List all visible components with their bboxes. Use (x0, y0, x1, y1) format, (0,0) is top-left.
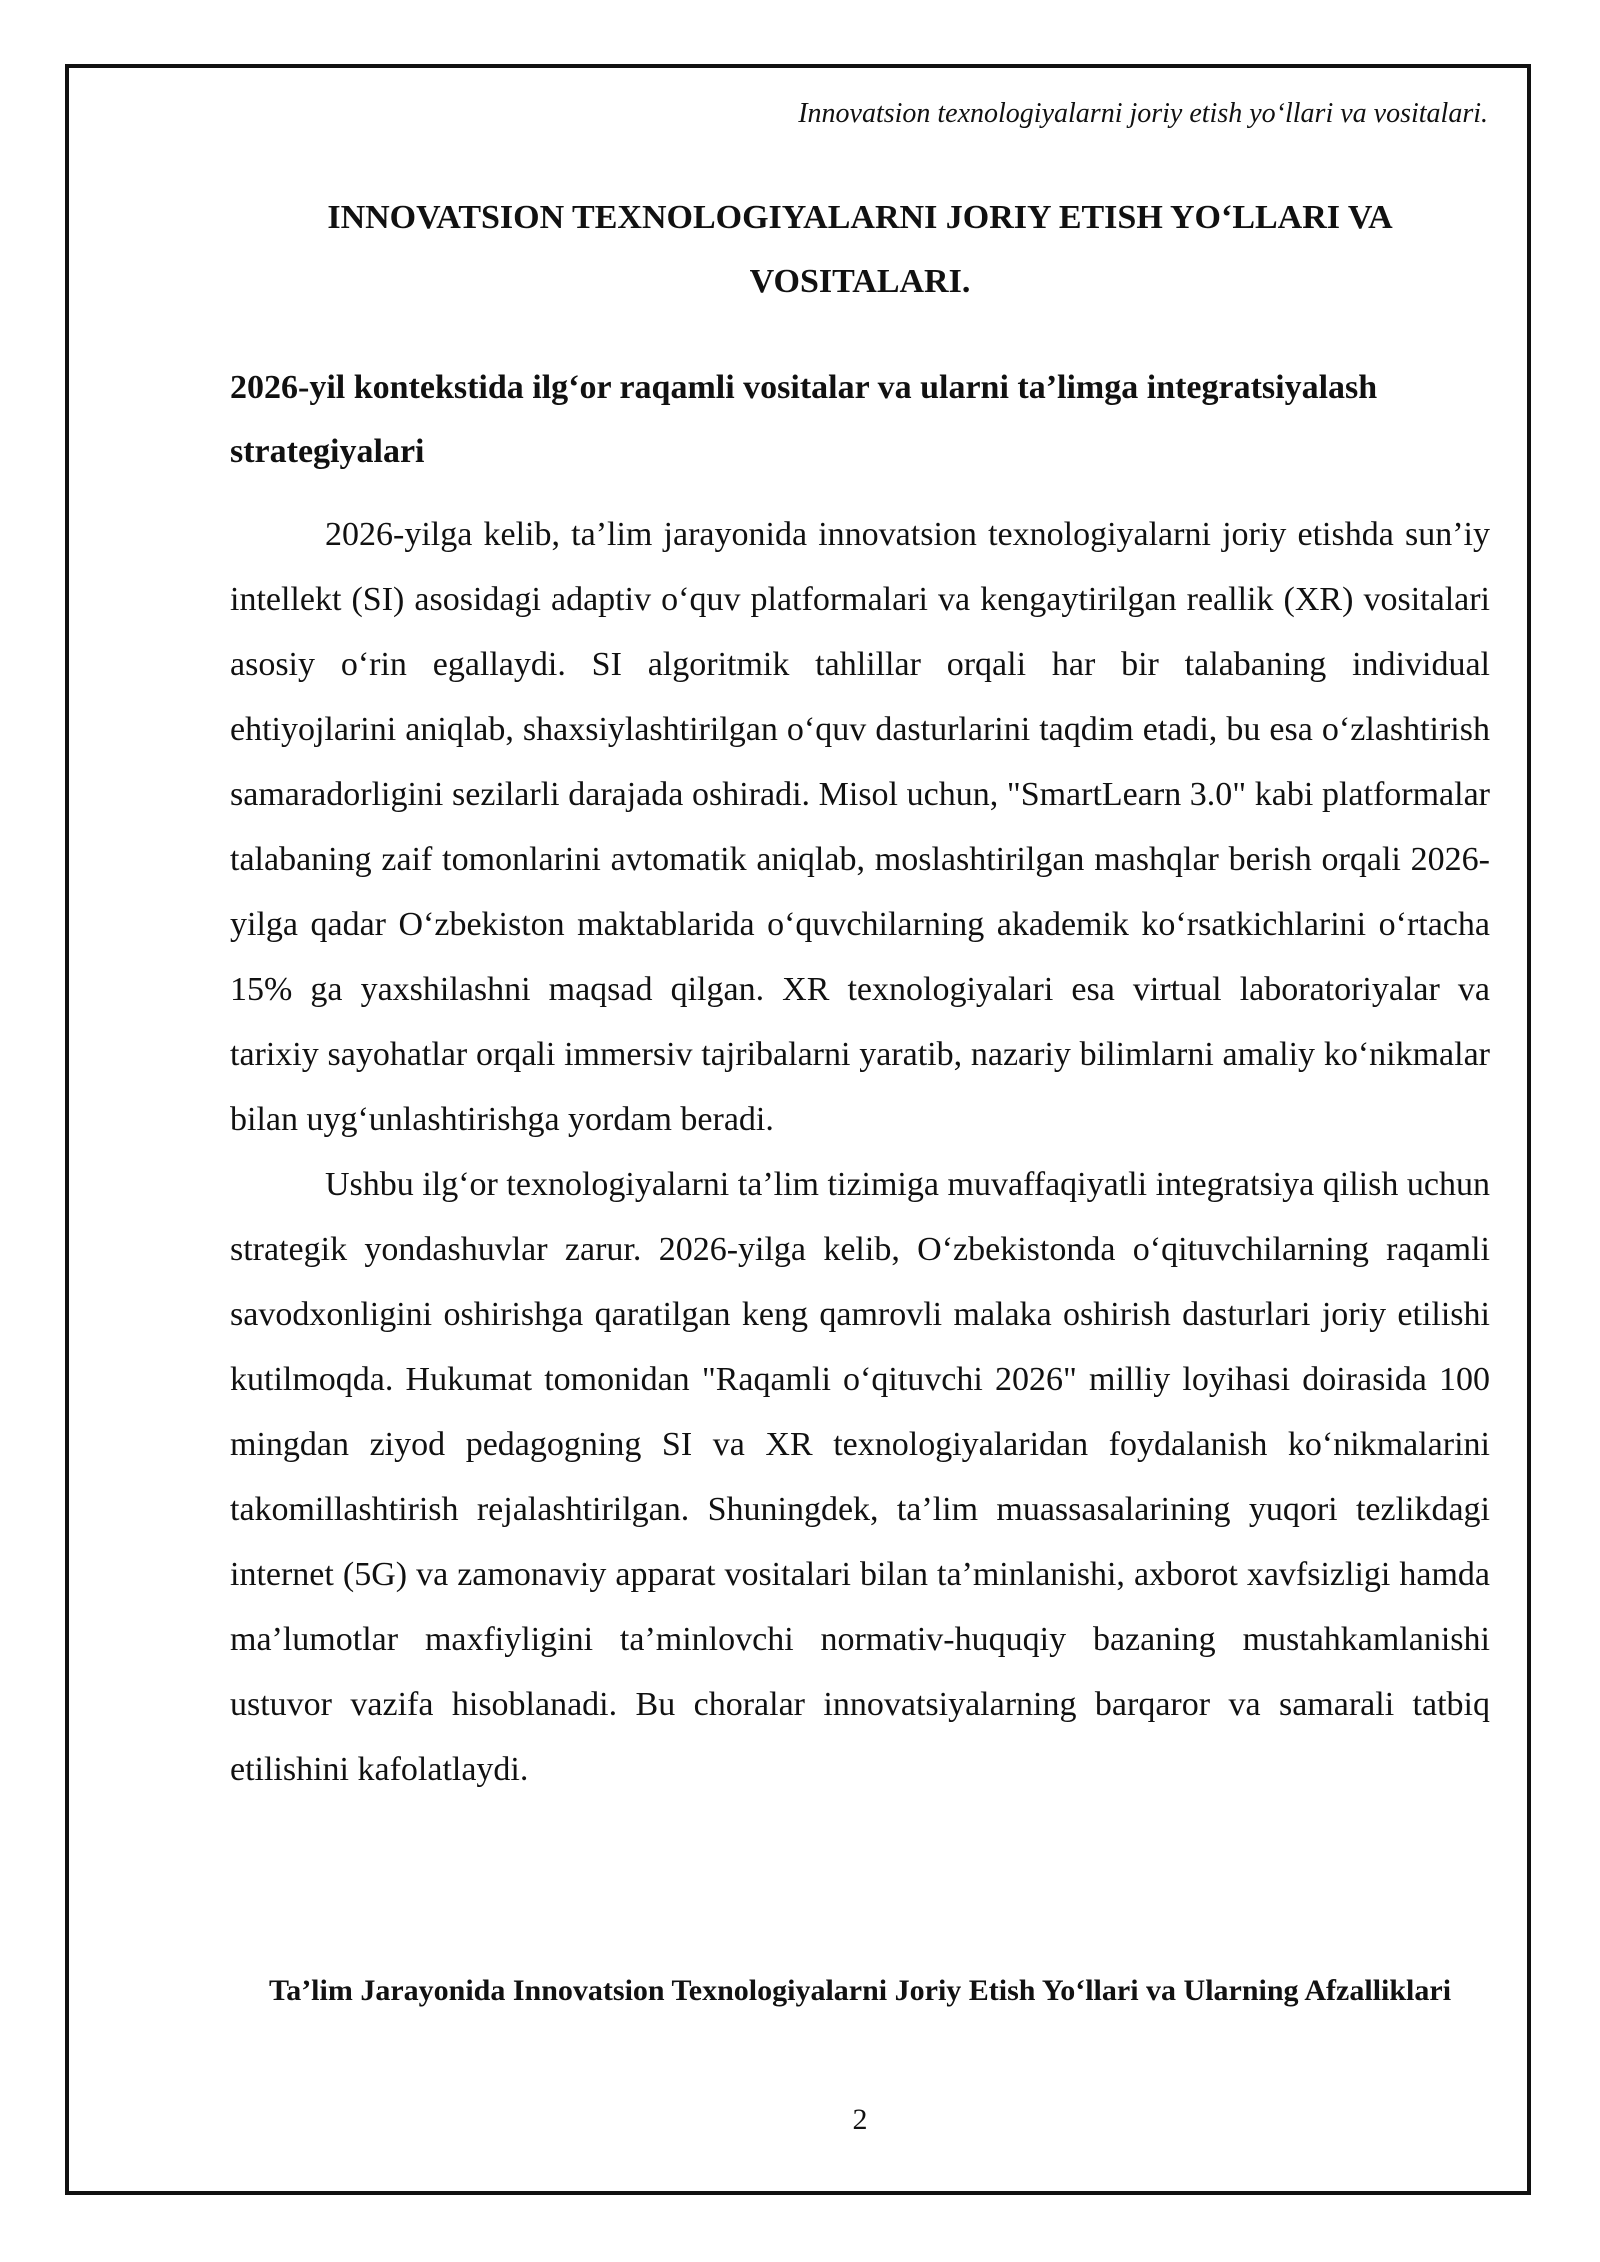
paragraph-2: Ushbu ilg‘or texnologiyalarni ta’lim tizimiga muvaffaqiyatli integratsiya qilish uchun strategik yondashuvlar zarur. 2026-yilga kelib, O‘zbekistonda o‘qituvchilarning raqamli savodxonligini oshirishga qaratilgan keng qamrovli malaka oshirish dasturlari joriy etilishi kutilmoqda. Hukumat tomonidan "Raqamli o‘qituvchi 2026" milliy loyihasi doirasida 100 mingdan ziyod pedagogning SI va XR texnologiyalaridan foydalanish ko‘nikmalarini takomillashtirish rejalashtirilgan. Shuningdek, ta’lim muassasalarining yuqori tezlikdagi internet (5G) va zamonaviy apparat vositalari bilan ta’minlanishi, axborot xavfsizligi hamda ma’lumotlar maxfiyligini ta’minlovchi normativ-huquqiy bazaning mustahkamlanishi ustuvor vazifa hisoblanadi. Bu choralar innovatsiyalarning barqaror va samarali tatbiq etilishini kafolatlaydi. (230, 1166, 1490, 1788)
next-section-heading: Ta’lim Jarayonida Innovatsion Texnologiyalarni Joriy Etish Yo‘llari va Ularning Afzalliklari (268, 1974, 1452, 2007)
section-heading: 2026-yil kontekstida ilg‘or raqamli vositalar va ularni ta’limga integratsiyalash strategiyalari (230, 369, 1378, 470)
body-text (230, 502, 1490, 1802)
page-number: 2 (852, 2103, 868, 2136)
paragraph-1: 2026-yilga kelib, ta’lim jarayonida innovatsion texnologiyalarni joriy etishda sun’iy intellekt (SI) asosidagi adaptiv o‘quv platformalari va kengaytirilgan reallik (XR) vositalari asosiy o‘rin egallaydi. SI algoritmik tahlillar orqali har bir talabaning individual ehtiyojlarini aniqlab, shaxsiylashtirilgan o‘quv dasturlarini taqdim etadi, bu esa o‘zlashtirish samaradorligini sezilarli darajada oshiradi. Misol uchun, "SmartLearn 3.0" kabi platformalar talabaning zaif tomonlarini avtomatik aniqlab, moslashtirilgan mashqlar berish orqali 2026-yilga qadar O‘zbekiston maktablarida o‘quvchilarning akademik ko‘rsatkichlarini o‘rtacha 15% ga yaxshilashni maqsad qilgan. XR texnologiyalari esa virtual laboratoriyalar va tarixiy sayohatlar orqali immersiv tajribalarni yaratib, nazariy bilimlarni amaliy ko‘nikmalar bilan uyg‘unlashtirishga yordam beradi. (230, 516, 1490, 1138)
document-title: INNOVATSION TEXNOLOGIYALARNI JORIY ETISH YO‘LLARI VA VOSITALARI. (327, 199, 1393, 300)
running-header: Innovatsion texnologiyalarni joriy etish yo‘llari va vositalari. (798, 98, 1488, 129)
